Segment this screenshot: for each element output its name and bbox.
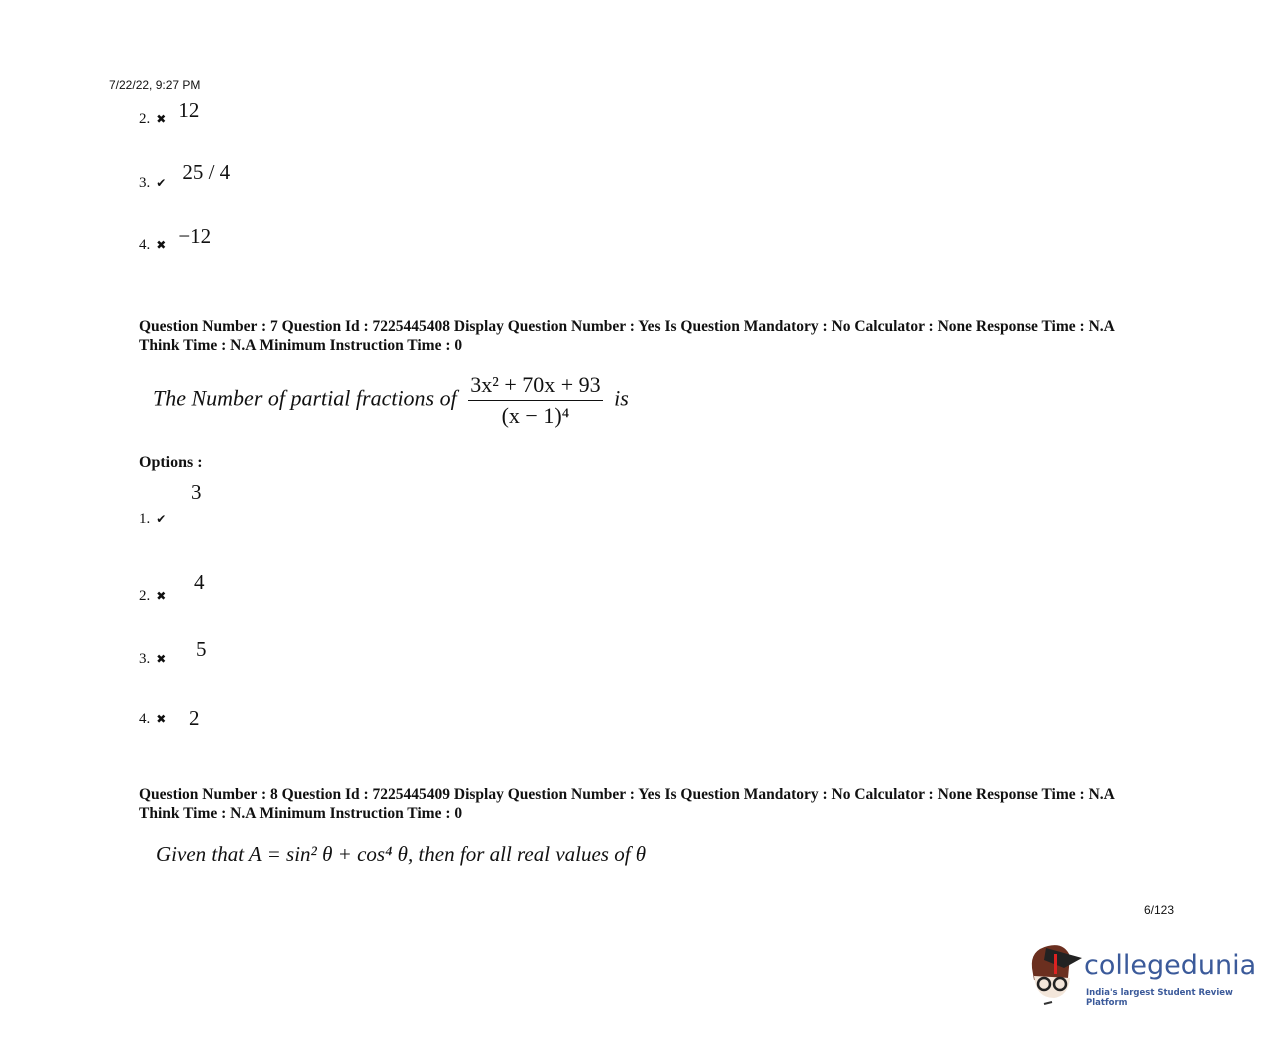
cross-icon: ✖ [156, 712, 167, 726]
logo-tagline: India's largest Student Review Platform [1086, 988, 1233, 1008]
cross-icon: ✖ [156, 238, 167, 252]
question-text: The Number of partial fractions of [153, 385, 457, 411]
option-row [139, 98, 200, 129]
option-row [139, 510, 166, 528]
option-row [139, 650, 166, 668]
option-number: 2. [139, 588, 151, 604]
option-number: 4. [139, 711, 151, 727]
option-row [139, 160, 231, 193]
logo-name: collegedunia [1084, 950, 1257, 981]
option-value: 5 [196, 637, 207, 661]
question-7-meta: Question Number : 7 Question Id : 7225445408 Display Question Number : Yes Is Question Mandatory : No Calculator : None Response Time : N.A Think Time : N.A Minimum Instruction Time : 0 [139, 318, 1114, 354]
cross-icon: ✖ [156, 589, 167, 603]
question-8-text: Given that A = sin² θ + cos⁴ θ, then for all real values of θ [156, 842, 647, 866]
fraction [468, 372, 602, 429]
question-8-meta: Question Number : 8 Question Id : 7225445409 Display Question Number : Yes Is Question Mandatory : No Calculator : None Response Time : N.A Think Time : N.A Minimum Instruction Time : 0 [139, 786, 1114, 822]
cross-icon: ✖ [156, 652, 167, 666]
option-value: 4 [194, 570, 205, 594]
option-number: 3. [139, 651, 151, 667]
option-number: 4. [139, 237, 151, 253]
option-number: 2. [139, 111, 151, 127]
option-row [139, 224, 212, 255]
question-7-text [153, 372, 629, 429]
cross-icon: ✖ [156, 112, 167, 126]
check-icon: ✔ [156, 176, 167, 190]
option-row [139, 710, 166, 728]
print-datetime: 7/22/22, 9:27 PM [109, 78, 201, 92]
option-value: −12 [178, 224, 212, 248]
collegedunia-logo [1024, 938, 1260, 1008]
option-number: 3. [139, 175, 151, 191]
option-value: 25 / 4 [182, 160, 231, 184]
option-number: 1. [139, 511, 151, 527]
option-value: 3 [191, 480, 202, 504]
options-label: Options : [139, 454, 203, 471]
option-row [139, 587, 166, 605]
denominator: (x − 1)⁴ [501, 403, 570, 428]
check-icon: ✔ [156, 512, 167, 526]
option-value: 12 [178, 98, 200, 122]
numerator: 3x² + 70x + 93 [468, 372, 602, 401]
option-value: 2 [189, 706, 200, 730]
page-number: 6/123 [1144, 903, 1175, 917]
question-text-end: is [614, 385, 629, 411]
mascot-icon [1024, 938, 1086, 1008]
